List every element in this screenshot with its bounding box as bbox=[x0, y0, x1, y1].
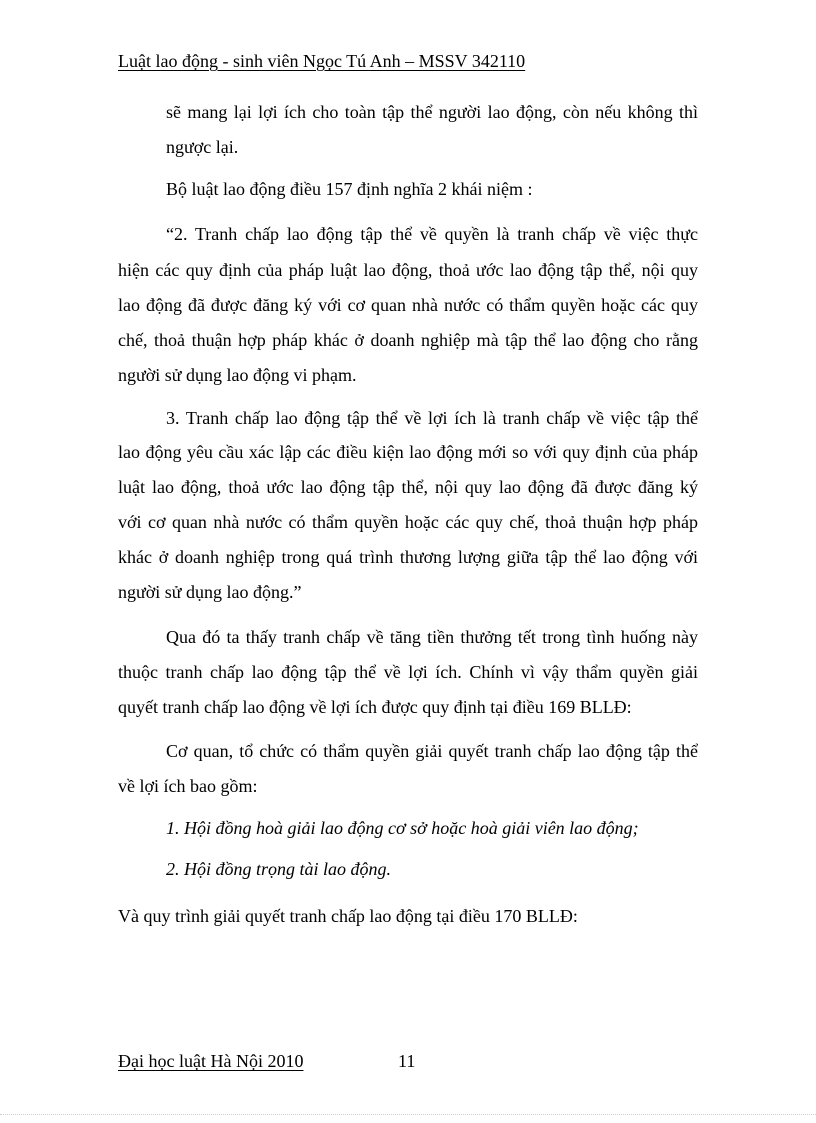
text-line: ngược lại. bbox=[166, 137, 239, 157]
text-line: “2. Tranh chấp lao động tập thể về quyền là tranh chấp về việc thực bbox=[166, 224, 698, 244]
text-line: sẽ mang lại lợi ích cho toàn tập thể người lao động, còn nếu không thì bbox=[166, 102, 698, 122]
text-line: quyết tranh chấp lao động về lợi ích được quy định tại điều 169 BLLĐ: bbox=[118, 697, 632, 717]
text-line: lao động yêu cầu xác lập các điều kiện lao động mới so với quy định của pháp bbox=[118, 442, 698, 462]
text-line: Cơ quan, tổ chức có thẩm quyền giải quyết tranh chấp lao động tập thể bbox=[166, 741, 698, 761]
footer-institution: Đại học luật Hà Nội 2010 bbox=[118, 1051, 304, 1071]
running-header: Luật lao động - sinh viên Ngọc Tú Anh – MSSV 342110 bbox=[118, 51, 526, 71]
text-line: luật lao động, thoả ước lao động tập thể, nội quy lao động đã được đăng ký bbox=[118, 477, 698, 497]
text-line: chế, thoả thuận hợp pháp khác ở doanh nghiệp mà tập thể lao động cho rằng bbox=[118, 330, 698, 350]
text-line: khác ở doanh nghiệp trong quá trình thương lượng giữa tập thể lao động với bbox=[118, 547, 698, 567]
text-line: 3. Tranh chấp lao động tập thể về lợi ích là tranh chấp về việc tập thể bbox=[166, 408, 698, 428]
text-line: người sử dụng lao động vi phạm. bbox=[118, 365, 357, 385]
page-number: 11 bbox=[398, 1051, 416, 1071]
text-line: với cơ quan nhà nước có thẩm quyền hoặc các quy chế, thoả thuận hợp pháp bbox=[118, 512, 698, 532]
page-edge-divider bbox=[0, 1114, 816, 1115]
text-line: 2. Hội đồng trọng tài lao động. bbox=[166, 859, 392, 879]
text-line: Và quy trình giải quyết tranh chấp lao động tại điều 170 BLLĐ: bbox=[118, 906, 578, 926]
text-line: Bộ luật lao động điều 157 định nghĩa 2 khái niệm : bbox=[166, 179, 533, 199]
text-line: về lợi ích bao gồm: bbox=[118, 776, 258, 796]
text-line: 1. Hội đồng hoà giải lao động cơ sở hoặc hoà giải viên lao động; bbox=[166, 818, 639, 838]
text-line: người sử dụng lao động.” bbox=[118, 582, 302, 602]
text-line: lao động đã được đăng ký với cơ quan nhà nước có thẩm quyền hoặc các quy bbox=[118, 295, 698, 315]
text-line: Qua đó ta thấy tranh chấp về tăng tiền thưởng tết trong tình huống này bbox=[166, 627, 698, 647]
text-line: hiện các quy định của pháp luật lao động, thoả ước lao động tập thể, nội quy bbox=[118, 260, 698, 280]
text-line: thuộc tranh chấp lao động tập thể về lợi ích. Chính vì vậy thẩm quyền giải bbox=[118, 662, 698, 682]
